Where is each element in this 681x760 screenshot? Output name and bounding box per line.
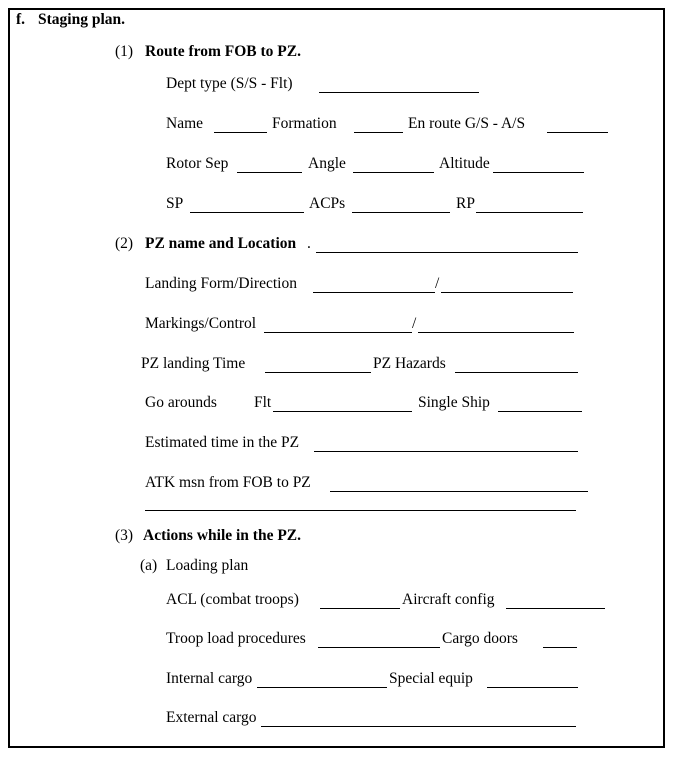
landing-form-field[interactable] — [313, 292, 435, 293]
acl-field[interactable] — [320, 608, 400, 609]
atk-msn-field-continued[interactable] — [145, 510, 576, 511]
landing-form-label: Landing Form/Direction — [145, 275, 297, 292]
formation-field[interactable] — [354, 132, 403, 133]
external-cargo-field[interactable] — [261, 726, 576, 727]
aircraft-config-label: Aircraft config — [402, 591, 495, 608]
pz-name-location-field[interactable] — [316, 252, 578, 253]
name-label: Name — [166, 115, 204, 132]
section-title: Staging plan. — [38, 11, 126, 28]
est-time-label: Estimated time in the PZ — [145, 434, 300, 451]
loading-plan-number: (a) — [140, 557, 158, 574]
go-arounds-flt-field[interactable] — [273, 411, 412, 412]
est-time-field[interactable] — [314, 451, 578, 452]
go-arounds-label: Go arounds — [145, 394, 217, 411]
control-field[interactable] — [418, 332, 574, 333]
atk-msn-label: ATK msn from FOB to PZ — [145, 474, 311, 491]
rp-field[interactable] — [476, 212, 583, 213]
internal-cargo-label: Internal cargo — [166, 670, 253, 687]
sp-label: SP — [166, 195, 184, 212]
rotor-sep-field[interactable] — [237, 172, 302, 173]
special-equip-label: Special equip — [389, 670, 473, 687]
en-route-label: En route G/S - A/S — [408, 115, 526, 132]
markings-label: Markings/Control — [145, 315, 257, 332]
hazards-field[interactable] — [455, 372, 578, 373]
external-cargo-label: External cargo — [166, 709, 257, 726]
special-equip-field[interactable] — [487, 687, 578, 688]
dept-type-label: Dept type (S/S - Flt) — [166, 75, 293, 92]
troop-load-label: Troop load procedures — [166, 630, 306, 647]
landing-time-label: PZ landing Time — [141, 355, 246, 372]
en-route-field[interactable] — [547, 132, 608, 133]
actions-number: (3) — [115, 527, 134, 544]
flt-label: Flt — [254, 394, 272, 411]
acps-label: ACPs — [309, 195, 346, 212]
hazards-label: PZ Hazards — [373, 355, 446, 372]
markings-field[interactable] — [264, 332, 412, 333]
acps-field[interactable] — [352, 212, 450, 213]
acl-label: ACL (combat troops) — [166, 591, 299, 608]
pz-title: PZ name and Location — [145, 235, 297, 252]
landing-direction-field[interactable] — [441, 292, 573, 293]
troop-load-field[interactable] — [318, 647, 440, 648]
rotor-sep-label: Rotor Sep — [166, 155, 229, 172]
route-number: (1) — [115, 43, 134, 60]
angle-field[interactable] — [353, 172, 434, 173]
internal-cargo-field[interactable] — [257, 687, 387, 688]
altitude-field[interactable] — [493, 172, 584, 173]
pz-number: (2) — [115, 235, 134, 252]
formation-label: Formation — [272, 115, 337, 132]
landing-form-slash: / — [435, 275, 440, 292]
aircraft-config-field[interactable] — [506, 608, 605, 609]
loading-plan-title: Loading plan — [166, 557, 249, 574]
altitude-label: Altitude — [439, 155, 490, 172]
landing-time-field[interactable] — [265, 372, 371, 373]
name-field[interactable] — [214, 132, 267, 133]
single-ship-label: Single Ship — [418, 394, 490, 411]
single-ship-field[interactable] — [498, 411, 582, 412]
cargo-doors-label: Cargo doors — [442, 630, 518, 647]
atk-msn-field[interactable] — [330, 491, 588, 492]
pz-title-period: . — [307, 235, 311, 252]
sp-field[interactable] — [190, 212, 304, 213]
markings-slash: / — [412, 315, 417, 332]
actions-title: Actions while in the PZ. — [143, 527, 302, 544]
cargo-doors-field[interactable] — [543, 647, 577, 648]
section-label: f. — [16, 11, 26, 28]
dept-type-field[interactable] — [319, 92, 479, 93]
angle-label: Angle — [308, 155, 346, 172]
rp-label: RP — [456, 195, 475, 212]
route-title: Route from FOB to PZ. — [145, 43, 301, 60]
